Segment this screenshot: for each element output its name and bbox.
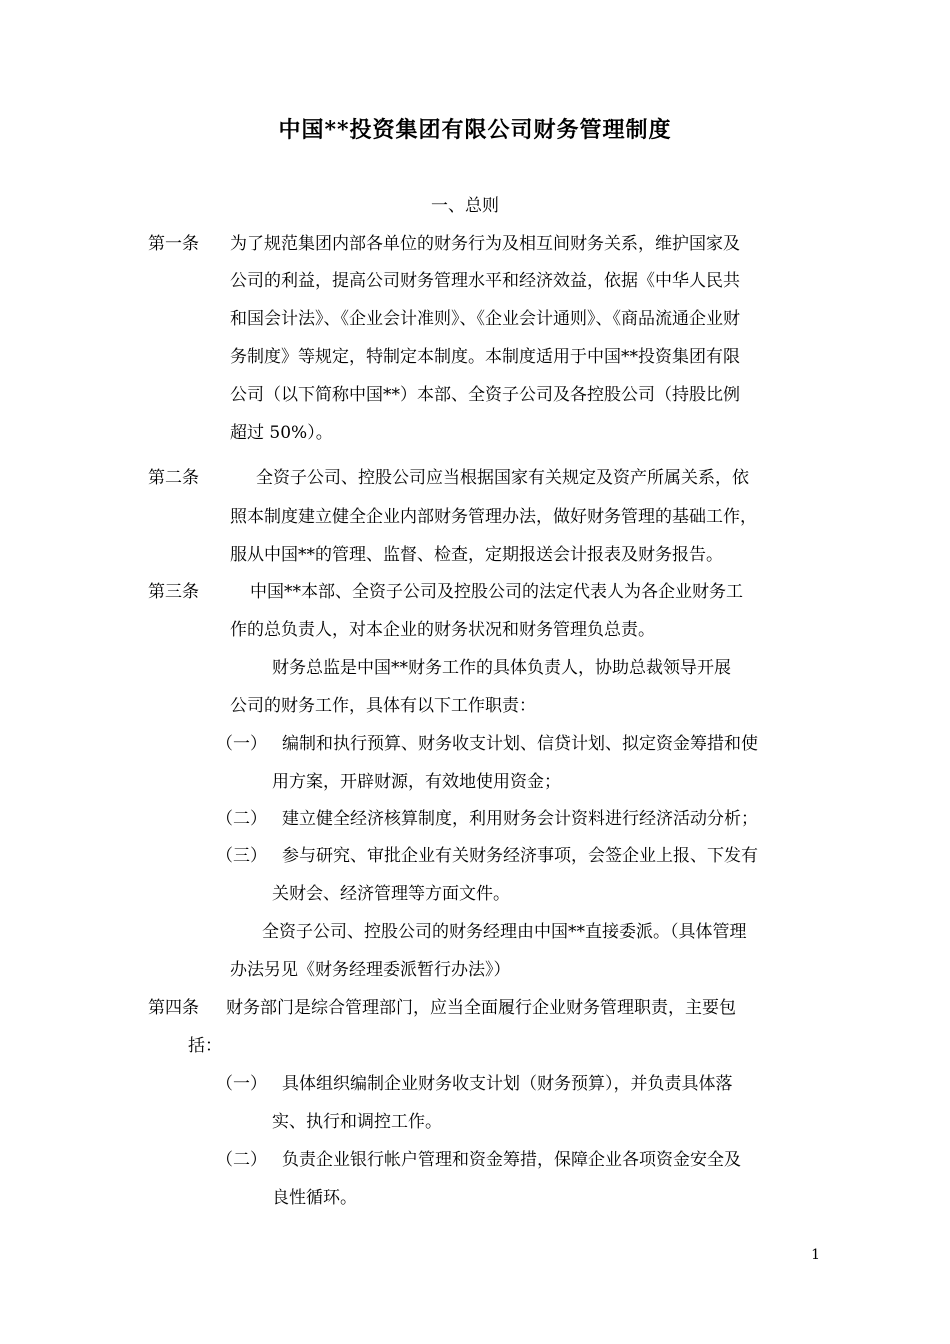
article-3-item-3-line: 关财会、经济管理等方面文件。 — [272, 884, 510, 904]
article-1-line: 超过 50%）。 — [230, 423, 333, 443]
article-3-item-3-label: （三） — [216, 846, 267, 866]
article-2-line: 照本制度建立健全企业内部财务管理办法，做好财务管理的基础工作， — [230, 507, 757, 527]
article-4-label: 第四条 — [148, 998, 199, 1018]
article-2-line: 服从中国**的管理、监督、检查，定期报送会计报表及财务报告。 — [230, 545, 723, 565]
article-4-item-2-line: 良性循环。 — [272, 1188, 357, 1208]
article-4-item-1-label: （一） — [216, 1074, 267, 1094]
article-3-item-2-label: （二） — [216, 809, 267, 829]
article-4-item-1-line: 具体组织编制企业财务收支计划（财务预算），并负责具体落 — [282, 1074, 733, 1094]
document-title: 中国**投资集团有限公司财务管理制度 — [278, 117, 672, 143]
article-2-label: 第二条 — [148, 468, 199, 488]
article-4-item-2-label: （二） — [216, 1150, 267, 1170]
article-3-item-1-line: 编制和执行预算、财务收支计划、信贷计划、拟定资金筹措和使 — [282, 734, 758, 754]
article-2-line: 全资子公司、控股公司应当根据国家有关规定及资产所属关系，依 — [256, 468, 749, 488]
article-3-paragraph-line: 财务总监是中国**财务工作的具体负责人，协助总裁领导开展 — [272, 658, 731, 678]
article-3-label: 第三条 — [148, 582, 199, 602]
article-3-line: 作的总负责人，对本企业的财务状况和财务管理负总责。 — [230, 620, 655, 640]
article-1-line: 和国会计法》、《企业会计准则》、《企业会计通则》、《商品流通企业财 — [230, 309, 740, 329]
article-3-paragraph-line: 公司的财务工作，具体有以下工作职责： — [230, 696, 536, 716]
article-4-item-1-line: 实、执行和调控工作。 — [272, 1112, 442, 1132]
article-1-label: 第一条 — [148, 234, 199, 254]
article-3-item-1-line: 用方案，开辟财源，有效地使用资金； — [272, 772, 561, 792]
article-3-item-1-label: （一） — [216, 734, 267, 754]
page-number: 1 — [811, 1247, 820, 1263]
article-1-line: 务制度》等规定，特制定本制度。本制度适用于中国**投资集团有限 — [230, 347, 740, 367]
article-3-paragraph-line: 全资子公司、控股公司的财务经理由中国**直接委派。（具体管理 — [262, 922, 747, 942]
article-4-item-2-line: 负责企业银行帐户管理和资金筹措，保障企业各项资金安全及 — [282, 1150, 741, 1170]
article-3-item-2-line: 建立健全经济核算制度，利用财务会计资料进行经济活动分析； — [282, 809, 758, 829]
article-3-paragraph-line: 办法另见《财务经理委派暂行办法》） — [230, 960, 511, 980]
article-3-item-3-line: 参与研究、审批企业有关财务经济事项，会签企业上报、下发有 — [282, 846, 758, 866]
section-heading: 一、总则 — [431, 196, 499, 216]
article-1-line: 公司的利益，提高公司财务管理水平和经济效益，依据《中华人民共 — [230, 271, 740, 291]
article-1-line: 公司（以下简称中国**）本部、全资子公司及各控股公司（持股比例 — [230, 385, 740, 405]
article-1-line: 为了规范集团内部各单位的财务行为及相互间财务关系，维护国家及 — [230, 234, 740, 254]
article-3-line: 中国**本部、全资子公司及控股公司的法定代表人为各企业财务工 — [250, 582, 743, 602]
article-4-line: 括： — [188, 1036, 222, 1056]
article-4-line: 财务部门是综合管理部门，应当全面履行企业财务管理职责，主要包 — [226, 998, 736, 1018]
